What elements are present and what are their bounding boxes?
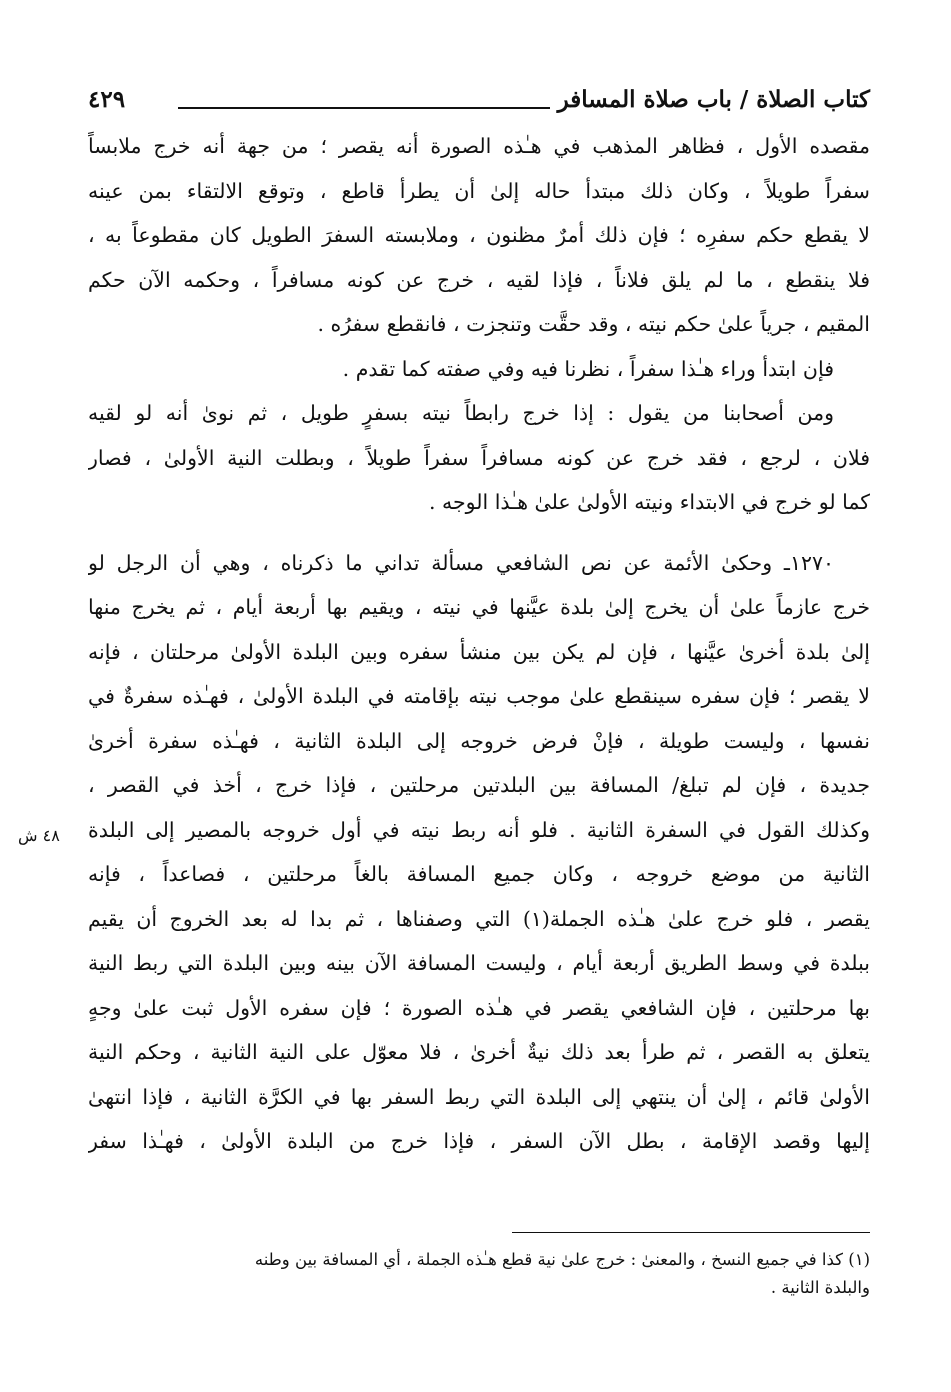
text-line: سفراً طويلاً ، وكان ذلك مبتدأ حاله إلىٰ أن يطرأ قاطع ، وتوقع الالتقاء بمن عينه (88, 178, 870, 203)
text-line: لا يقصر ؛ فإن سفره سينقطع علىٰ موجب نيته بإقامته في البلدة الأولىٰ ، فهـٰذه سفرةٌ في (88, 684, 870, 708)
text-line: خرج عازماً علىٰ أن يخرج إلىٰ بلدة عيَّنها في نيته ، ويقيم بها أربعة أيام ، ثم يخرج منها (88, 595, 870, 619)
footnote-line: والبلدة الثانية . (770, 1278, 870, 1297)
text-line: جديدة ، فإن لم تبلغ/ المسافة بين البلدتين مرحلتين ، فإذا خرج ، أخذ في القصر ، (88, 773, 870, 797)
footnote-rule (512, 1232, 870, 1233)
paragraph-gap (88, 525, 870, 541)
text-line: وكذلك القول في السفرة الثانية . فلو أنه ربط نيته في أول خروجه بالمصير إلى البلدة (88, 817, 870, 842)
footnote (88, 1246, 870, 1302)
text-line: مقصده الأول ، فظاهر المذهب في هـٰذه الصورة أنه يقصر ؛ من جهة أنه خرج ملابساً (88, 134, 870, 158)
running-header (88, 82, 870, 122)
chapter-title: كتاب الصلاة / باب صلاة المسافر (557, 86, 870, 113)
text-line: إلىٰ بلدة أخرىٰ عيَّنها ، فإن لم يكن بين منشأ سفره وبين البلدة الأولىٰ مرحلتان ، فإنه (88, 639, 870, 664)
text-line: إليها وقصد الإقامة ، بطل الآن السفر ، فإذا خرج من البلدة الأولىٰ ، فهـٰذا سفر (88, 1129, 870, 1153)
main-text (88, 124, 870, 1164)
text-line: المقيم ، جرياً علىٰ حكم نيته ، وقد حقَّت وتنجزت ، فانقطع سفرُه . (317, 312, 870, 336)
text-line: فلا ينقطع ، ما لم يلق فلاناً ، فإذا لقيه ، خرج عن كونه مسافراً ، وحكمه الآن حكم (88, 267, 870, 292)
text-line: فلان ، لرجع ، فقد خرج عن كونه مسافراً سفراً طويلاً ، وبطلت النية الأولىٰ ، فصار (88, 445, 870, 470)
text-line: لا يقطع حكم سفرِه ؛ فإن ذلك أمرٌ مظنون ، وملابسته السفرَ الطويل كان مقطوعاً به ، (88, 223, 870, 247)
text-line: فإن ابتدأ وراء هـٰذا سفراً ، نظرنا فيه وفي صفته كما تقدم . (342, 356, 834, 381)
text-line: ومن أصحابنا من يقول : إذا خرج رابطاً نيته بسفرٍ طويل ، ثم نوىٰ أنه لو لقيه (88, 401, 834, 425)
text-line: ١٢٧٠ـ وحكىٰ الأئمة عن نص الشافعي مسألة تداني ما ذكرناه ، وهي أن الرجل لو (88, 550, 834, 575)
text-line: يتعلق به القصر ، ثم طرأ بعد ذلك نيةٌ أخرىٰ ، فلا معوّل على النية الثانية ، وحكم النية (88, 1040, 870, 1064)
text-line: بها مرحلتين ، فإن الشافعي يقصر في هـٰذه الصورة ؛ فإن سفره الأول ثبت علىٰ وجهٍ (88, 995, 870, 1020)
text-line: كما لو خرج في الابتداء ونيته الأولىٰ علىٰ هـٰذا الوجه . (428, 490, 870, 514)
margin-manuscript-ref: ٤٨ ش (18, 826, 60, 845)
header-rule (178, 107, 550, 109)
footnote-line: (١) كذا في جميع النسخ ، والمعنىٰ : خرج علىٰ نية قطع هـٰذه الجملة ، أي المسافة بين وطنه (254, 1250, 870, 1269)
page-number: ٤٢٩ (88, 86, 126, 113)
text-line: يقصر ، فلو خرج علىٰ هـٰذه الجملة(١) التي وصفناها ، ثم بدا له بعد الخروج أن يقيم (88, 906, 870, 931)
text-line: ببلدة في وسط الطريق أربعة أيام ، وليست المسافة الآن بينه وبين البلدة التي ربط النية (88, 951, 870, 975)
text-line: الثانية من موضع خروجه ، وكان جميع المسافة بالغاً مرحلتين ، فصاعداً ، فإنه (88, 862, 870, 886)
text-line: الأولىٰ قائم ، إلىٰ أن ينتهي إلى البلدة التي ربط السفر بها في الكرَّة الثانية ، فإذا انتهىٰ (88, 1084, 870, 1109)
text-line: نفسها ، وليست طويلة ، فإنْ فرض خروجه إلى البلدة الثانية ، فهـٰذه سفرة أخرىٰ (88, 728, 870, 753)
